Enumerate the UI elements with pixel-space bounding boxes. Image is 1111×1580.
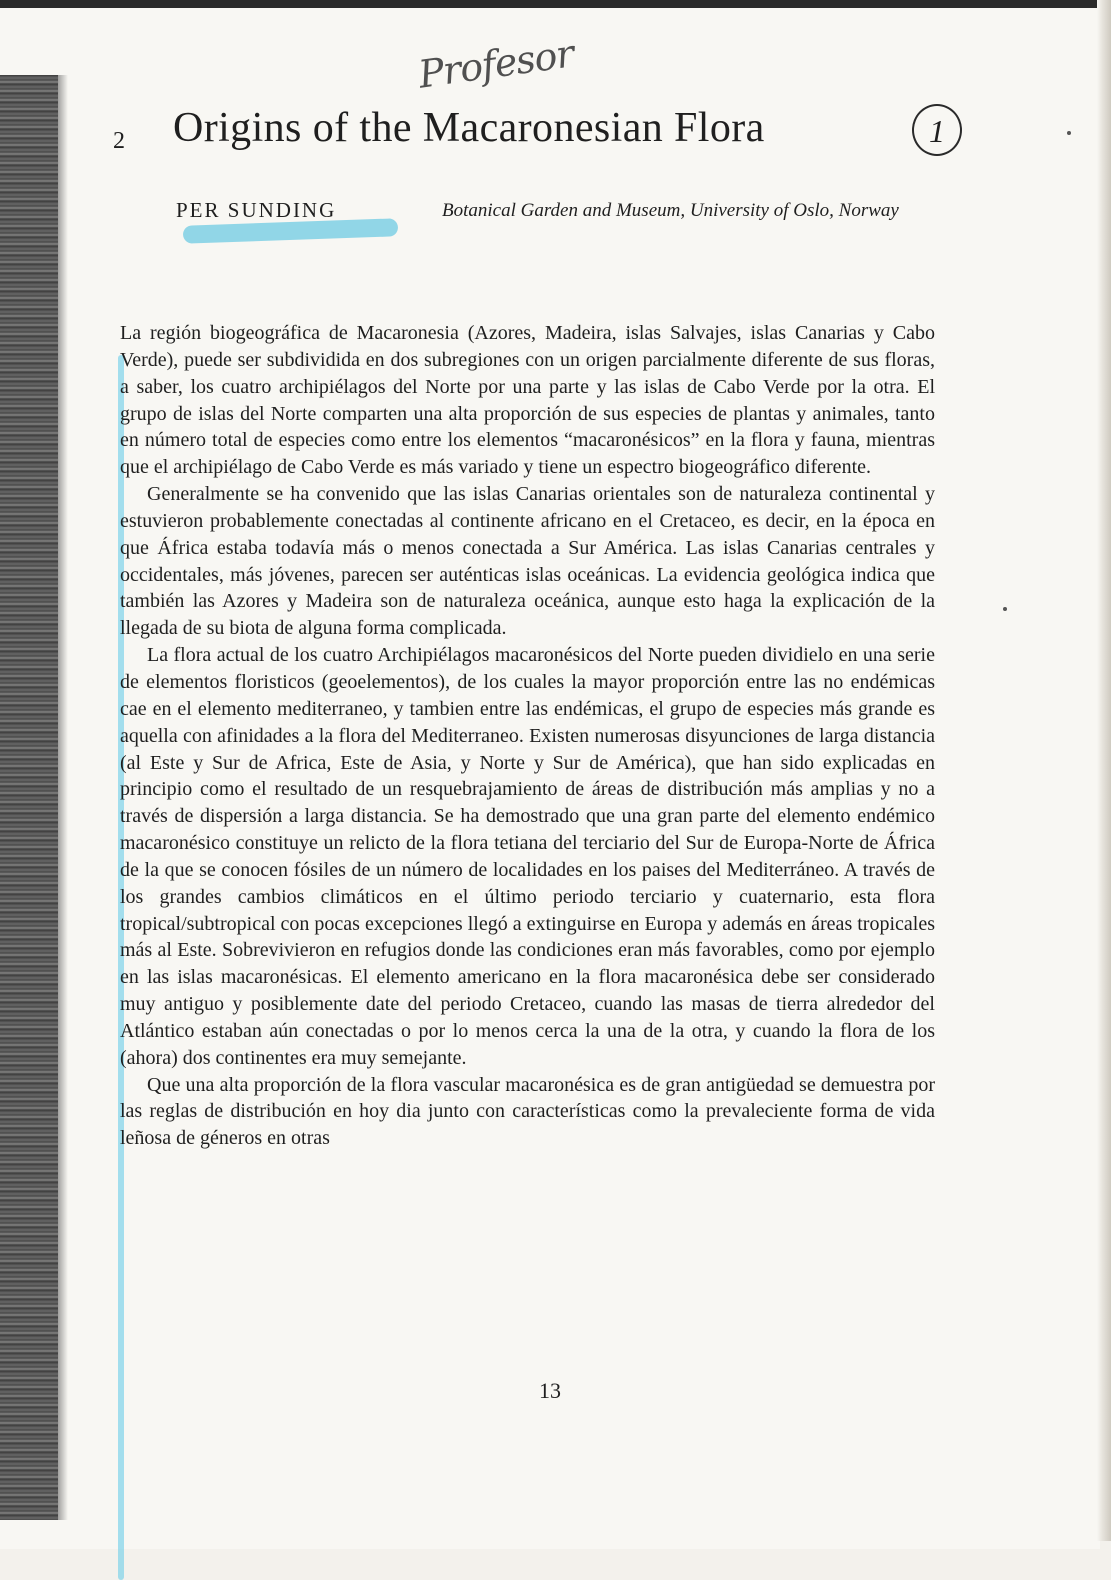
chapter-title: Origins of the Macaronesian Flora: [173, 105, 765, 151]
author-affiliation: Botanical Garden and Museum, University of Oslo, Norway: [442, 200, 899, 221]
scan-margin-fade: [58, 75, 68, 1520]
body-text: [120, 320, 935, 1152]
ink-speck: [1003, 607, 1007, 611]
circled-annotation: 1: [912, 104, 962, 156]
handwritten-note: Profesor: [415, 31, 577, 97]
chapter-number: 2: [113, 128, 125, 154]
page-number: 13: [539, 1378, 561, 1403]
page-edge-shadow: [1097, 0, 1111, 1541]
body-paragraph: Generalmente se ha convenido que las islas Canarias orientales son de naturaleza continental y estuvieron probablemente conectadas al continente africano en el Cretaceo, es decir, en la época en que África estaba todavía más o menos conectada a Sur América. Las islas Canarias centrales y occidentales, más jóvenes, parecen ser auténticas islas oceánicas. La evidencia geológica indica que también las Azores y Madeira son de naturaleza oceánica, aunque esto haga la explicación de la llegada de su biota de alguna forma complicada.: [120, 483, 935, 640]
scan-margin-artifact: [0, 75, 58, 1520]
body-paragraph: La flora actual de los cuatro Archipiélagos macaronésicos del Norte pueden dividielo en una serie de elementos floristicos (geoelementos), de los cuales la mayor proporción entre las no endémicas cae en el elemento mediterraneo, y tambien entre las endémicas, el grupo de especies más grande es aquella con afinidades a la flora del Mediterraneo. Existen numerosas disyunciones de larga distancia (al Este y Sur de Africa, Este de Asia, y Norte y Sur de América), que han sido explicadas en principio como el resultado de un resquebrajamiento de áreas de distribución más amplias y no a través de dispersión a larga distancia. Se ha demostrado que una gran parte del elemento endémico macaronésico constituye un relicto de la flora tetiana del terciario del Sur de Europa-Norte de África de la que se conocen fósiles de un número de localidades en los paises del Mediterráneo. A través de los grandes cambios climáticos en el último periodo terciario y cuaternario, esta flora tropical/subtropical con pocas excepciones llegó a extinguirse en Europa y además en áreas tropicales más al Este. Sobrevivieron en refugios donde las condiciones eran más favorables, como por ejemplo en las islas macaronésicas. El elemento americano en la flora macaronésica debe ser considerado muy antiguo y posiblemente date del periodo Cretaceo, cuando las masas de tierra alrededor del Atlántico estaban aún conectadas o por lo menos cerca la una de la otra, y cuando la flora de los (ahora) dos continentes era muy semejante.: [120, 644, 935, 1069]
body-paragraph: La región biogeográfica de Macaronesia (Azores, Madeira, islas Salvajes, islas Canarias y Cabo Verde), puede ser subdividida en dos subregiones con un origen parcialmente diferente de sus floras, a saber, los cuatro archipiélagos del Norte por una parte y las islas de Cabo Verde por la otra. El grupo de islas del Norte comparten una alta proporción de sus especies de plantas y animales, tanto en número total de especies como entre los elementos “macaronésicos” en la flora y fauna, mientras que el archipiélago de Cabo Verde es más variado y tiene un espectro biogeográfico diferente.: [120, 322, 935, 479]
author-name: PER SUNDING: [176, 198, 337, 222]
body-paragraph: Que una alta proporción de la flora vascular macaronésica es de gran antigüedad se demuestra por las reglas de distribución en hoy dia junto con características como la prevaleciente forma de vida leñosa de géneros en otras: [120, 1073, 935, 1150]
ink-speck: [1067, 131, 1071, 135]
